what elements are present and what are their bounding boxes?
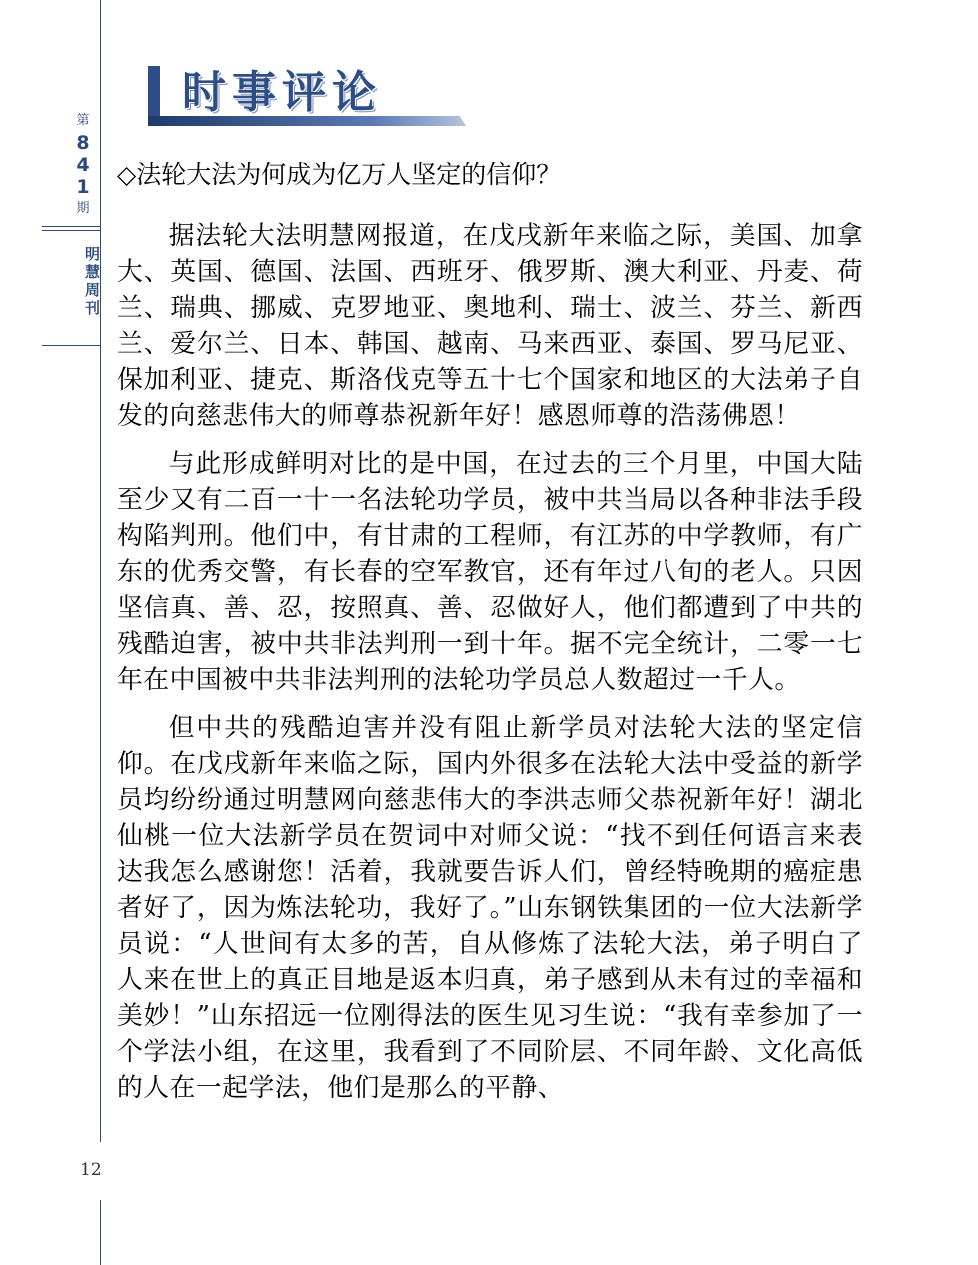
sidebar-divider — [42, 226, 101, 227]
article-title: ◇法轮大法为何成为亿万人坚定的信仰？ — [117, 160, 562, 189]
article-paragraph: 与此形成鲜明对比的是中国，在过去的三个月里，中国大陆至少又有二百一十一名法轮功学员，被中共当局以各种非法手段构陷判刑。他们中，有甘肃的工程师，有江苏的中学教师，有广东的优秀交警，有长春的空军教官，还有年过八旬的老人。只因坚信真、善、忍，按照真、善、忍做好人，他们都遭到了中共的残酷迫害，被中共非法判刑一到十年。据不完全统计，二零一七年在中国被中共非法判刑的法轮功学员总人数超过一千人。 — [117, 449, 863, 695]
sidebar-divider — [42, 345, 101, 346]
issue-digit: 1 — [76, 176, 90, 198]
issue-digit: 4 — [76, 154, 90, 176]
issue-digit: 8 — [76, 132, 90, 154]
section-title: 时事评论 — [182, 67, 382, 118]
sidebar-divider — [42, 230, 101, 231]
article-paragraph: 但中共的残酷迫害并没有阻止新学员对法轮大法的坚定信仰。在戊戌新年来临之际，国内外很多在法轮大法中受益的新学员均纷纷通过明慧网向慈悲伟大的李洪志师父恭祝新年好！湖北仙桃一位大法新学员在贺词中对师父说：“找不到任何语言来表达我怎么感谢您！活着，我就要告诉人们，曾经特晚期的癌症患者好了，因为炼法轮功，我好了。”山东钢铁集团的一位大法新学员说：“人世间有太多的苦，自从修炼了法轮大法，弟子明白了人来在世上的真正目地是返本归真，弟子感到从未有过的幸福和美妙！”山东招远一位刚得法的医生见习生说：“我有幸参加了一个学法小组，在这里，我看到了不同阶层、不同年龄、文化高低的人在一起学法，他们是那么的平静、 — [117, 713, 863, 1103]
article-paragraph: 据法轮大法明慧网报道，在戊戌新年来临之际，美国、加拿大、英国、德国、法国、西班牙、俄罗斯、澳大利亚、丹麦、荷兰、瑞典、挪威、克罗地亚、奥地利、瑞士、波兰、芬兰、新西兰、爱尔兰、日本、韩国、越南、马来西亚、泰国、罗马尼亚、保加利亚、捷克、斯洛伐克等五十七个国家和地区的大法弟子自发的向慈悲伟大的师尊恭祝新年好！感恩师尊的浩荡佛恩！ — [117, 221, 863, 431]
issue-number — [60, 110, 106, 220]
page-number: 12 — [80, 1160, 102, 1180]
issue-suffix: 期 — [76, 201, 90, 216]
article-body — [117, 218, 863, 1118]
issue-prefix: 第 — [76, 113, 90, 128]
magazine-name: 明慧周刊 — [83, 246, 101, 318]
section-header — [148, 66, 468, 128]
